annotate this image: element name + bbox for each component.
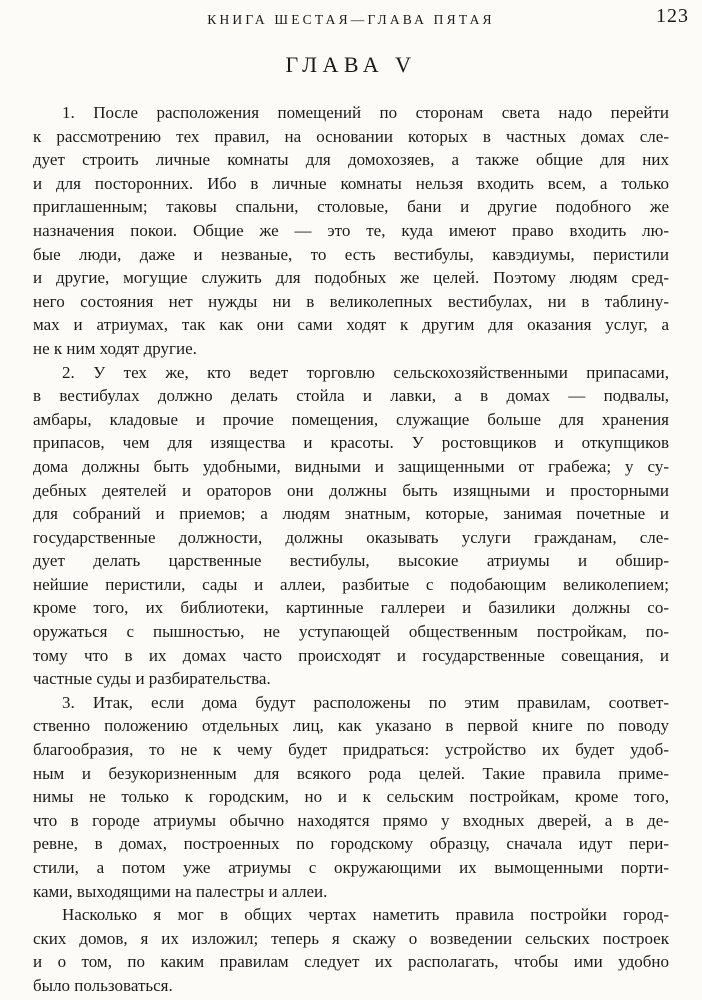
- text-line: дома должны быть удобными, видными и защищенными от грабежа; у су-: [33, 456, 669, 476]
- paragraph: [33, 691, 669, 903]
- chapter-heading: ГЛАВА V: [285, 52, 417, 77]
- text-line: частные суды и разбирательства.: [33, 669, 271, 689]
- text-line: тому что в их домах часто происходят и государственные совещания, и: [33, 645, 669, 665]
- text-line: для собраний и приемов; а людям знатным, которые, занимая почетные и: [33, 504, 669, 524]
- text-line: дебных деятелей и ораторов они должны быть изящными и просторными: [33, 480, 669, 500]
- text-line: и о том, по каким правилам следует их располагать, чтобы ими удобно: [33, 952, 669, 972]
- text-line: стили, а потом уже атриумы с окружающими их вымощенными порти-: [33, 858, 669, 877]
- running-head: [33, 11, 669, 29]
- running-title: КНИГА ШЕСТАЯ—ГЛАВА ПЯТАЯ: [207, 12, 495, 27]
- text-line: 1. После расположения помещений по сторонам света надо перейти: [62, 103, 669, 122]
- text-line: кроме того, их библиотеки, картинные галлереи и базилики должны со-: [33, 598, 669, 618]
- text-line: было пользоваться.: [33, 975, 173, 995]
- body-text: [33, 101, 669, 998]
- text-line: назначения покои. Общие же — это те, куда имеют право входить лю-: [33, 220, 669, 240]
- text-line: бые люди, даже и незваные, то есть вестибулы, кавэдиумы, перистили: [33, 244, 669, 264]
- text-line: ственно положению отдельных лиц, как указано в первой книге по поводу: [33, 716, 669, 736]
- text-line: нимы не только к городским, но и к сельским постройкам, кроме того,: [33, 787, 669, 807]
- text-line: припасов, чем для изящества и красоты. У ростовщиков и откупщиков: [33, 433, 669, 453]
- text-line: не к ним ходят другие.: [33, 338, 197, 358]
- page-number: 123: [656, 5, 689, 27]
- text-line: амбары, кладовые и прочие помещения, служащие больше для хранения: [33, 409, 669, 429]
- text-line: ками, выходящими на палестры и аллеи.: [33, 881, 328, 901]
- text-line: ревне, в домах, построенных по городскому образцу, сначала идут пери-: [33, 834, 669, 854]
- text-line: к рассмотрению тех правил, на основании которых в частных домах сле-: [33, 126, 669, 146]
- text-line: что в городе атриумы обычно находятся прямо у входных дверей, а в де-: [33, 810, 669, 830]
- paragraph: [33, 101, 669, 361]
- paragraph: [33, 361, 669, 691]
- text-line: дует строить личные комнаты для домохозяев, а также общие для них: [33, 150, 669, 170]
- text-line: в вестибулах должно делать стойла и лавки, а в домах — подвалы,: [33, 386, 669, 406]
- text-line: приглашенным; таковы спальни, столовые, бани и другие подобного же: [33, 197, 669, 217]
- text-line: благообразия, то не к чему будет придраться: устройство их будет удоб-: [33, 740, 669, 760]
- text-line: государственные должности, должны оказывать услуги гражданам, сле-: [33, 527, 669, 547]
- text-line: ских домов, я их изложил; теперь я скажу о возведении сельских построек: [33, 928, 669, 948]
- text-line: него состояния нет нужды ни в великолепных вестибулах, ни в таблину-: [33, 291, 669, 311]
- text-line: Насколько я мог в общих чертах наметить правила постройки город-: [62, 905, 669, 925]
- text-line: нейшие перистили, сады и аллеи, разбитые с подобающим великолепием;: [33, 574, 669, 594]
- text-line: 3. Итак, если дома будут расположены по этим правилам, соответ-: [62, 692, 669, 712]
- text-line: дует делать царственные вестибулы, высокие атриумы и обшир-: [33, 551, 669, 571]
- paragraph: [33, 903, 669, 997]
- text-line: ным и безукоризненным для всякого рода целей. Такие правила приме-: [33, 763, 669, 783]
- text-line: и другие, могущие служить для подобных же целей. Поэтому людям сред-: [33, 268, 669, 288]
- text-line: оружаться с пышностью, не уступающей общественным постройкам, по-: [33, 622, 669, 642]
- text-line: 2. У тех же, кто ведет торговлю сельскохозяйственными припасами,: [62, 362, 669, 382]
- text-line: и для посторонних. Ибо в личные комнаты нельзя входить всем, а только: [33, 173, 669, 193]
- text-line: мах и атриумах, так как они сами ходят к другим для оказания услуг, а: [33, 315, 669, 335]
